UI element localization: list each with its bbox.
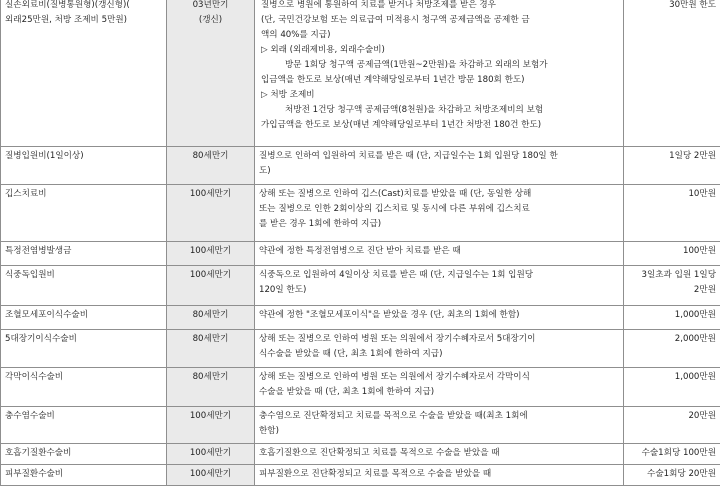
- coverage-amount-line: 10만원: [628, 187, 716, 202]
- coverage-description-cell: [255, 147, 624, 185]
- coverage-amount-cell: [624, 185, 720, 242]
- coverage-amount-cell: [624, 242, 720, 266]
- coverage-description-cell: [255, 444, 624, 465]
- coverage-amount-line: 100만원: [628, 244, 716, 259]
- table-row: [1, 147, 720, 185]
- coverage-description-cell: [255, 266, 624, 306]
- benefit-table-body: [1, 0, 720, 486]
- coverage-description-line: 상해 또는 질병으로 인하여 병원 또는 의원에서 장기수혜자로서 5대장기이: [259, 332, 619, 347]
- coverage-term-cell: [167, 465, 255, 486]
- coverage-term-line: 100세만기: [171, 467, 250, 482]
- coverage-term-line: 100세만기: [171, 244, 250, 259]
- coverage-amount-cell: [624, 0, 720, 147]
- coverage-description-cell: [255, 368, 624, 407]
- coverage-term-line: 80세만기: [171, 149, 250, 164]
- coverage-description-line: 방문 1회당 청구액 공제금액(1만원~2만원)을 차감하고 외래의 보험가: [259, 58, 619, 73]
- coverage-amount-line: 1,000만원: [628, 308, 716, 323]
- table-row: [1, 330, 720, 368]
- coverage-term-line: (갱신): [171, 13, 250, 28]
- coverage-description-cell: [255, 0, 624, 147]
- coverage-name-line: 특정전염병발생금: [5, 244, 162, 259]
- coverage-description-line: 식중독으로 입원하여 4일이상 치료를 받은 때 (단, 지급일수는 1회 입원당: [259, 268, 619, 283]
- coverage-name-cell: [1, 407, 167, 444]
- coverage-name-cell: [1, 368, 167, 407]
- coverage-term-cell: [167, 0, 255, 147]
- coverage-term-cell: [167, 368, 255, 407]
- coverage-amount-line: 30만원 한도: [628, 0, 716, 13]
- coverage-name-line: 외래25만원, 처방 조제비 5만원): [5, 13, 162, 28]
- coverage-description-line: 를 받은 경우 1회에 한하여 지급): [259, 217, 619, 232]
- coverage-description-line: 입금액을 한도로 보상(매년 계약해당일로부터 1년간 방문 180회 한도): [259, 73, 619, 88]
- coverage-description-line: 가입금액을 한도로 보상(매년 계약해당일로부터 1년간 처방전 180건 한도): [259, 118, 619, 133]
- coverage-description-line: 상해 또는 질병으로 인하여 병원 또는 의원에서 장기수혜자로서 각막이식: [259, 370, 619, 385]
- coverage-term-line: 100세만기: [171, 409, 250, 424]
- coverage-name-cell: [1, 306, 167, 330]
- coverage-amount-cell: [624, 444, 720, 465]
- coverage-name-line: 5대장기이식수술비: [5, 332, 162, 347]
- coverage-term-cell: [167, 407, 255, 444]
- coverage-description-cell: [255, 330, 624, 368]
- coverage-name-line: 조혈모세포이식수술비: [5, 308, 162, 323]
- coverage-term-line: 80세만기: [171, 332, 250, 347]
- coverage-amount-line: 20만원: [628, 409, 716, 424]
- table-row: [1, 306, 720, 330]
- coverage-amount-line: 2,000만원: [628, 332, 716, 347]
- coverage-description-line: 또는 질병으로 인한 2회이상의 깁스치료 및 동시에 다른 부위에 깁스치료: [259, 202, 619, 217]
- coverage-description-line: 질병으로 병원에 통원하여 치료를 받거나 처방조제를 받은 경우: [259, 0, 619, 13]
- coverage-term-line: 80세만기: [171, 308, 250, 323]
- coverage-name-cell: [1, 242, 167, 266]
- coverage-description-line: 액의 40%를 지급): [259, 28, 619, 43]
- coverage-name-cell: [1, 147, 167, 185]
- coverage-description-line: 약관에 정한 "조혈모세포이식"을 받았을 경우 (단, 최초의 1회에 한함): [259, 308, 619, 323]
- coverage-term-line: 03년만기: [171, 0, 250, 13]
- coverage-amount-cell: [624, 147, 720, 185]
- table-row: [1, 465, 720, 486]
- coverage-description-line: (단, 국민건강보험 또는 의료급여 미적용시 청구액 공제금액을 공제한 금: [259, 13, 619, 28]
- coverage-name-cell: [1, 0, 167, 147]
- coverage-description-line: 수술을 받았을 때 (단, 최초 1회에 한하여 지급): [259, 385, 619, 400]
- coverage-description-line: 처방전 1건당 청구액 공제금액(8천원)을 차감하고 처방조제비의 보험: [259, 103, 619, 118]
- table-row: [1, 0, 720, 147]
- table-row: [1, 242, 720, 266]
- coverage-name-line: 깁스치료비: [5, 187, 162, 202]
- coverage-description-line: 피부질환으로 진단확정되고 치료를 목적으로 수술을 받았을 때: [259, 467, 619, 482]
- coverage-name-cell: [1, 465, 167, 486]
- coverage-name-line: 실손외료비(질병통원형)(갱신형)(: [5, 0, 162, 13]
- coverage-term-cell: [167, 266, 255, 306]
- coverage-term-cell: [167, 147, 255, 185]
- coverage-name-line: 각막이식수술비: [5, 370, 162, 385]
- coverage-description-line: 호흡기질환으로 진단확정되고 치료를 목적으로 수술을 받았을 때: [259, 446, 619, 461]
- coverage-description-line: 충수염으로 진단확정되고 치료를 목적으로 수술을 받았을 때(최초 1회에: [259, 409, 619, 424]
- coverage-description-line: 120일 한도): [259, 283, 619, 298]
- coverage-amount-line: 1일당 2만원: [628, 149, 716, 164]
- coverage-description-cell: [255, 306, 624, 330]
- table-row: [1, 185, 720, 242]
- coverage-description-cell: [255, 465, 624, 486]
- coverage-amount-line: 1,000만원: [628, 370, 716, 385]
- coverage-description-cell: [255, 407, 624, 444]
- coverage-name-line: 질병입원비(1일이상): [5, 149, 162, 164]
- coverage-amount-cell: [624, 407, 720, 444]
- coverage-description-line: 약관에 정한 특정전염병으로 진단 받아 치료를 받은 때: [259, 244, 619, 259]
- coverage-name-line: 호흡기질환수술비: [5, 446, 162, 461]
- coverage-term-line: 100세만기: [171, 446, 250, 461]
- coverage-amount-cell: [624, 306, 720, 330]
- coverage-amount-line: 수술1회당 20만원: [628, 467, 716, 482]
- coverage-term-line: 100세만기: [171, 268, 250, 283]
- coverage-term-cell: [167, 185, 255, 242]
- table-row: [1, 368, 720, 407]
- coverage-amount-line: 수술1회당 100만원: [628, 446, 716, 461]
- coverage-name-cell: [1, 444, 167, 465]
- coverage-amount-cell: [624, 465, 720, 486]
- table-row: [1, 266, 720, 306]
- coverage-term-line: 80세만기: [171, 370, 250, 385]
- coverage-name-line: 식중독입원비: [5, 268, 162, 283]
- coverage-amount-cell: [624, 330, 720, 368]
- coverage-name-line: 충수염수술비: [5, 409, 162, 424]
- coverage-name-cell: [1, 266, 167, 306]
- table-row: [1, 444, 720, 465]
- coverage-term-cell: [167, 242, 255, 266]
- coverage-amount-cell: [624, 266, 720, 306]
- coverage-description-line: ▷ 처방 조제비: [259, 88, 619, 103]
- coverage-term-cell: [167, 306, 255, 330]
- table-row: [1, 407, 720, 444]
- coverage-name-cell: [1, 185, 167, 242]
- coverage-description-line: 도): [259, 164, 619, 179]
- coverage-description-line: ▷ 외래 (외래제비용, 외래수술비): [259, 43, 619, 58]
- coverage-description-line: 상해 또는 질병으로 인하여 깁스(Cast)치료를 받았을 때 (단, 동일한 상해: [259, 187, 619, 202]
- coverage-description-line: 한함): [259, 424, 619, 439]
- coverage-amount-line: 2만원: [628, 283, 716, 298]
- coverage-term-cell: [167, 330, 255, 368]
- coverage-description-line: 질병으로 인하여 입원하여 치료를 받은 때 (단, 지급일수는 1회 입원당 180일 한: [259, 149, 619, 164]
- coverage-term-line: 100세만기: [171, 187, 250, 202]
- coverage-term-cell: [167, 444, 255, 465]
- coverage-description-line: 식수술을 받았을 때 (단, 최초 1회에 한하여 지급): [259, 347, 619, 362]
- coverage-name-line: 피부질환수술비: [5, 467, 162, 482]
- coverage-description-cell: [255, 242, 624, 266]
- coverage-amount-line: 3일초과 입원 1일당: [628, 268, 716, 283]
- coverage-amount-cell: [624, 368, 720, 407]
- coverage-name-cell: [1, 330, 167, 368]
- coverage-description-cell: [255, 185, 624, 242]
